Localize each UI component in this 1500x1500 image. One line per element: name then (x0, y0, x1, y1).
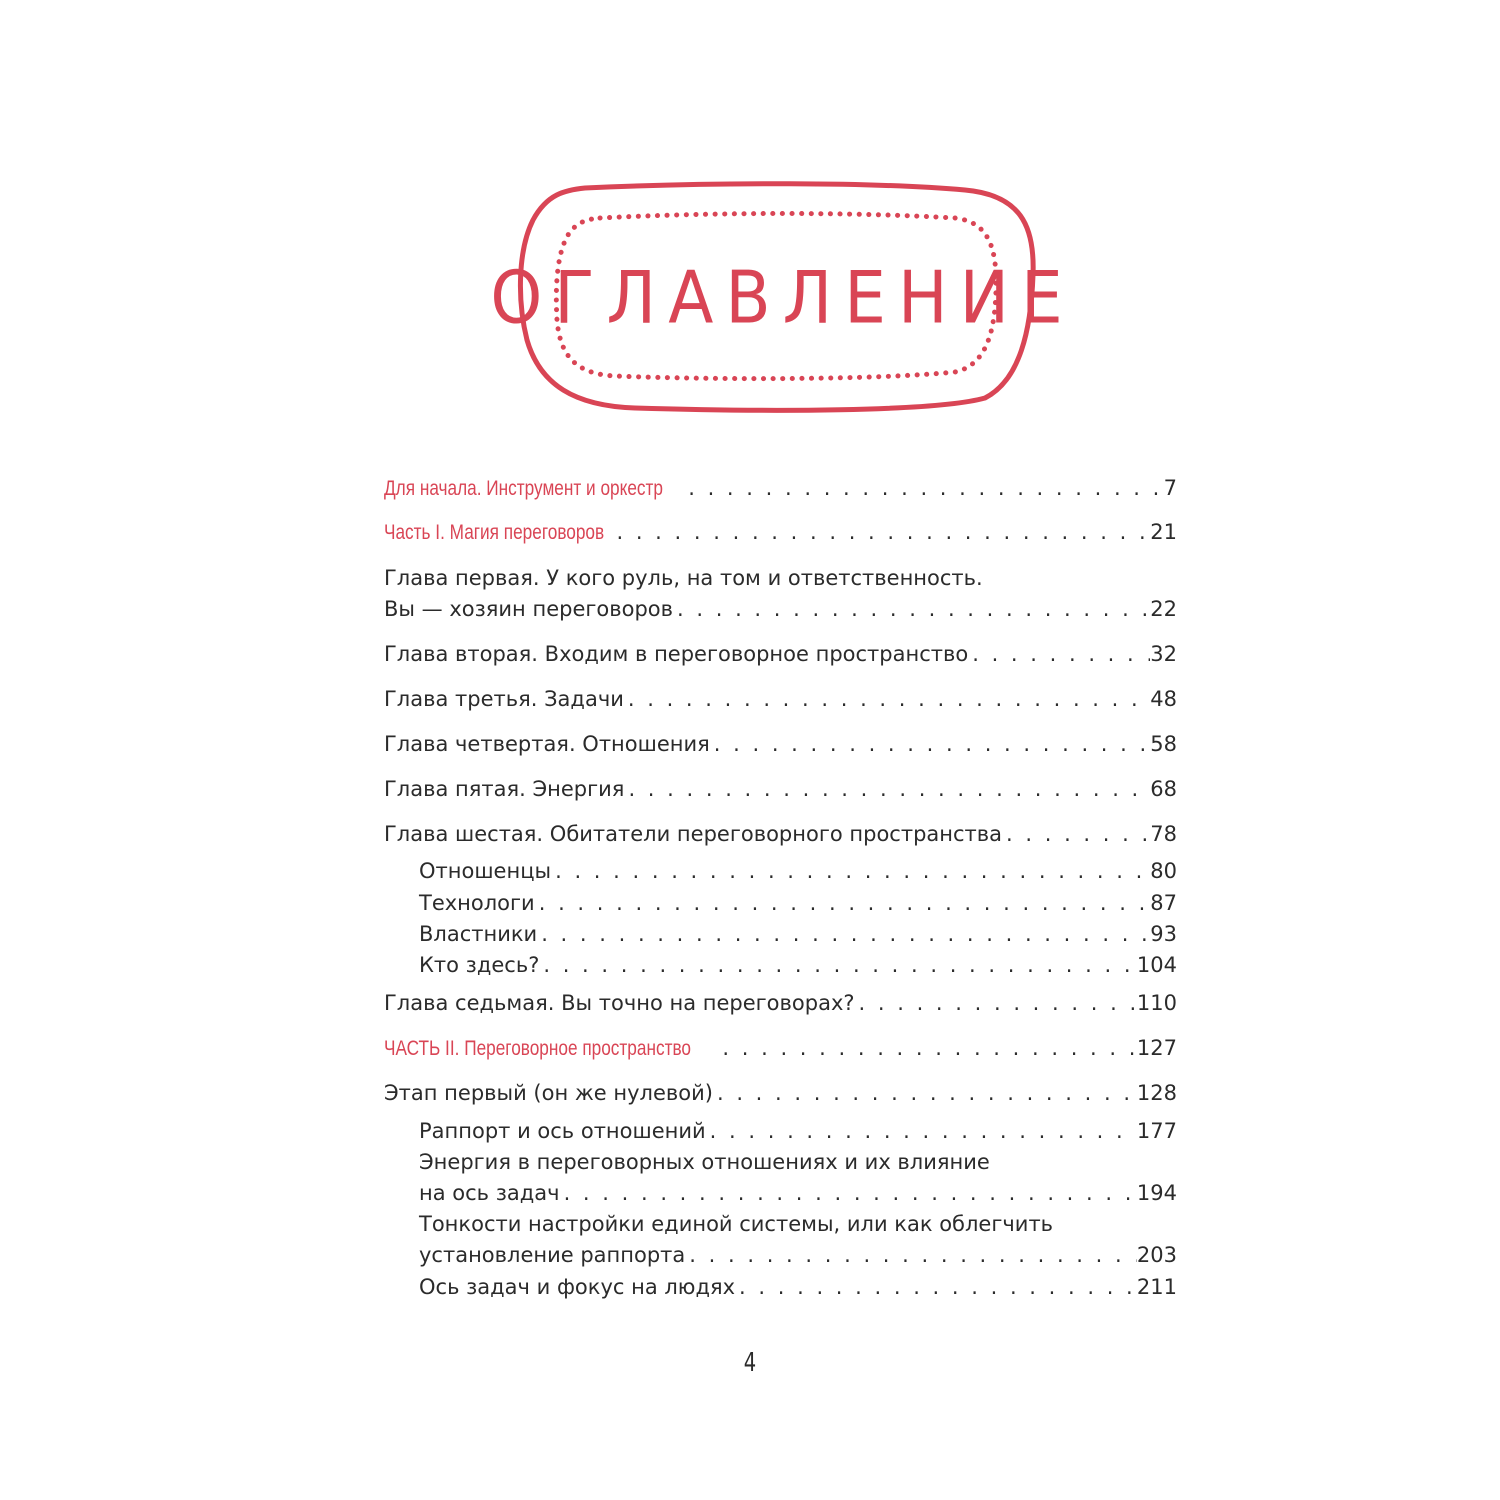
toc-entry-chapter-5[interactable] (384, 774, 1177, 805)
toc-entry-part-1[interactable] (384, 517, 1177, 548)
toc-entry-page: 104 (1136, 953, 1177, 977)
leader-dots (624, 684, 1150, 715)
toc-entry-page: 211 (1136, 1275, 1177, 1299)
toc-entry-page: 58 (1150, 732, 1177, 756)
toc-entry-label: установление раппорта (419, 1243, 686, 1267)
toc-entry-label: Глава шестая. Обитатели переговорного пространства (384, 822, 1003, 846)
toc-entry-label: Глава четвертая. Отношения (384, 732, 710, 756)
toc-entry-page: 93 (1150, 922, 1177, 946)
toc-entry-label: Технологи (419, 891, 535, 915)
toc-entry-label-line1: Тонкости настройки единой системы, или как облегчить (419, 1212, 1054, 1236)
toc-entry-page: 21 (1150, 520, 1177, 544)
toc-entry-label: Ось задач и фокус на людях (419, 1275, 736, 1299)
toc-entry-page: 128 (1136, 1081, 1177, 1105)
toc-entry-page: 78 (1150, 822, 1177, 846)
toc-entry-page: 48 (1150, 687, 1177, 711)
toc-entry-label: Властники (419, 922, 538, 946)
toc-entry-label: Для начала. Инструмент и оркестр (384, 477, 663, 500)
toc-title: ОГЛАВЛЕНИЕ (490, 255, 1075, 340)
leader-dots (560, 1178, 1137, 1209)
toc-entry-chapter-6[interactable] (384, 819, 1177, 850)
toc-entry-label: Отношенцы (419, 859, 552, 883)
toc-entry-stage-1[interactable] (384, 1078, 1177, 1109)
toc-entry-page: 68 (1150, 777, 1177, 801)
toc-entry-label: Глава пятая. Энергия (384, 777, 625, 801)
toc-entry-page: 80 (1150, 859, 1177, 883)
toc-entry-page: 203 (1136, 1243, 1177, 1267)
toc-entry-page: 194 (1136, 1181, 1177, 1205)
toc-entry-page: 110 (1136, 991, 1177, 1015)
leader-dots (612, 517, 1150, 548)
toc-entry-part-2[interactable] (384, 1033, 1177, 1064)
toc-entry-sub-system-tuning[interactable] (384, 1209, 1177, 1271)
toc-entry-chapter-7[interactable] (384, 988, 1177, 1019)
toc-entry-chapter-1[interactable] (384, 563, 1177, 625)
toc-entry-page: 22 (1150, 597, 1177, 621)
toc-entry-sub-technologists[interactable] (384, 888, 1177, 919)
toc-entry-page: 32 (1150, 642, 1177, 666)
toc-entry-label: Этап первый (он же нулевой) (384, 1081, 713, 1105)
toc-entry-page: 177 (1136, 1119, 1177, 1143)
title-badge (490, 180, 1075, 415)
leader-dots (551, 856, 1150, 887)
toc-entry-label: Раппорт и ось отношений (419, 1119, 706, 1143)
leader-dots (713, 1078, 1137, 1109)
toc-entry-chapter-4[interactable] (384, 729, 1177, 760)
toc-entry-sub-power[interactable] (384, 919, 1177, 950)
toc-entry-sub-task-axis[interactable] (384, 1272, 1177, 1303)
toc-entry-intro[interactable] (384, 473, 1177, 504)
toc-entry-label: на ось задач (419, 1181, 560, 1205)
leader-dots (539, 950, 1137, 981)
toc-entry-label: Часть I. Магия переговоров (384, 521, 605, 544)
toc-entry-chapter-2[interactable] (384, 639, 1177, 670)
toc-entry-page: 87 (1150, 891, 1177, 915)
toc-entry-label: ЧАСТЬ II. Переговорное пространство (384, 1037, 692, 1060)
leader-dots (1002, 819, 1150, 850)
toc-entry-sub-who-is-here[interactable] (384, 950, 1177, 981)
toc-entry-label-line1: Глава первая. У кого руль, на том и ответственность. (384, 566, 983, 590)
leader-dots (673, 594, 1150, 625)
toc-entry-page: 127 (1136, 1036, 1177, 1060)
toc-entry-sub-rapport[interactable] (384, 1116, 1177, 1147)
leader-dots (684, 473, 1163, 504)
toc-entry-label: Глава седьмая. Вы точно на переговорах? (384, 991, 855, 1015)
toc-entry-label: Вы — хозяин переговоров (384, 597, 674, 621)
leader-dots (718, 1033, 1137, 1064)
leader-dots (624, 774, 1150, 805)
toc-entry-sub-relations[interactable] (384, 856, 1177, 887)
toc-entry-label: Глава третья. Задачи (384, 687, 624, 711)
leader-dots (855, 988, 1137, 1019)
leader-dots (535, 888, 1151, 919)
leader-dots (710, 729, 1150, 760)
toc-entry-label-line1: Энергия в переговорных отношениях и их влияние (419, 1150, 990, 1174)
toc-entry-label: Кто здесь? (419, 953, 540, 977)
toc-entry-label: Глава вторая. Входим в переговорное пространство (384, 642, 969, 666)
leader-dots (968, 639, 1150, 670)
page-number: 4 (743, 1348, 757, 1378)
leader-dots (685, 1240, 1137, 1271)
leader-dots (706, 1116, 1137, 1147)
leader-dots (735, 1272, 1137, 1303)
toc-entry-page: 7 (1163, 476, 1177, 500)
toc-entry-sub-energy[interactable] (384, 1147, 1177, 1209)
leader-dots (537, 919, 1150, 950)
toc-entry-chapter-3[interactable] (384, 684, 1177, 715)
